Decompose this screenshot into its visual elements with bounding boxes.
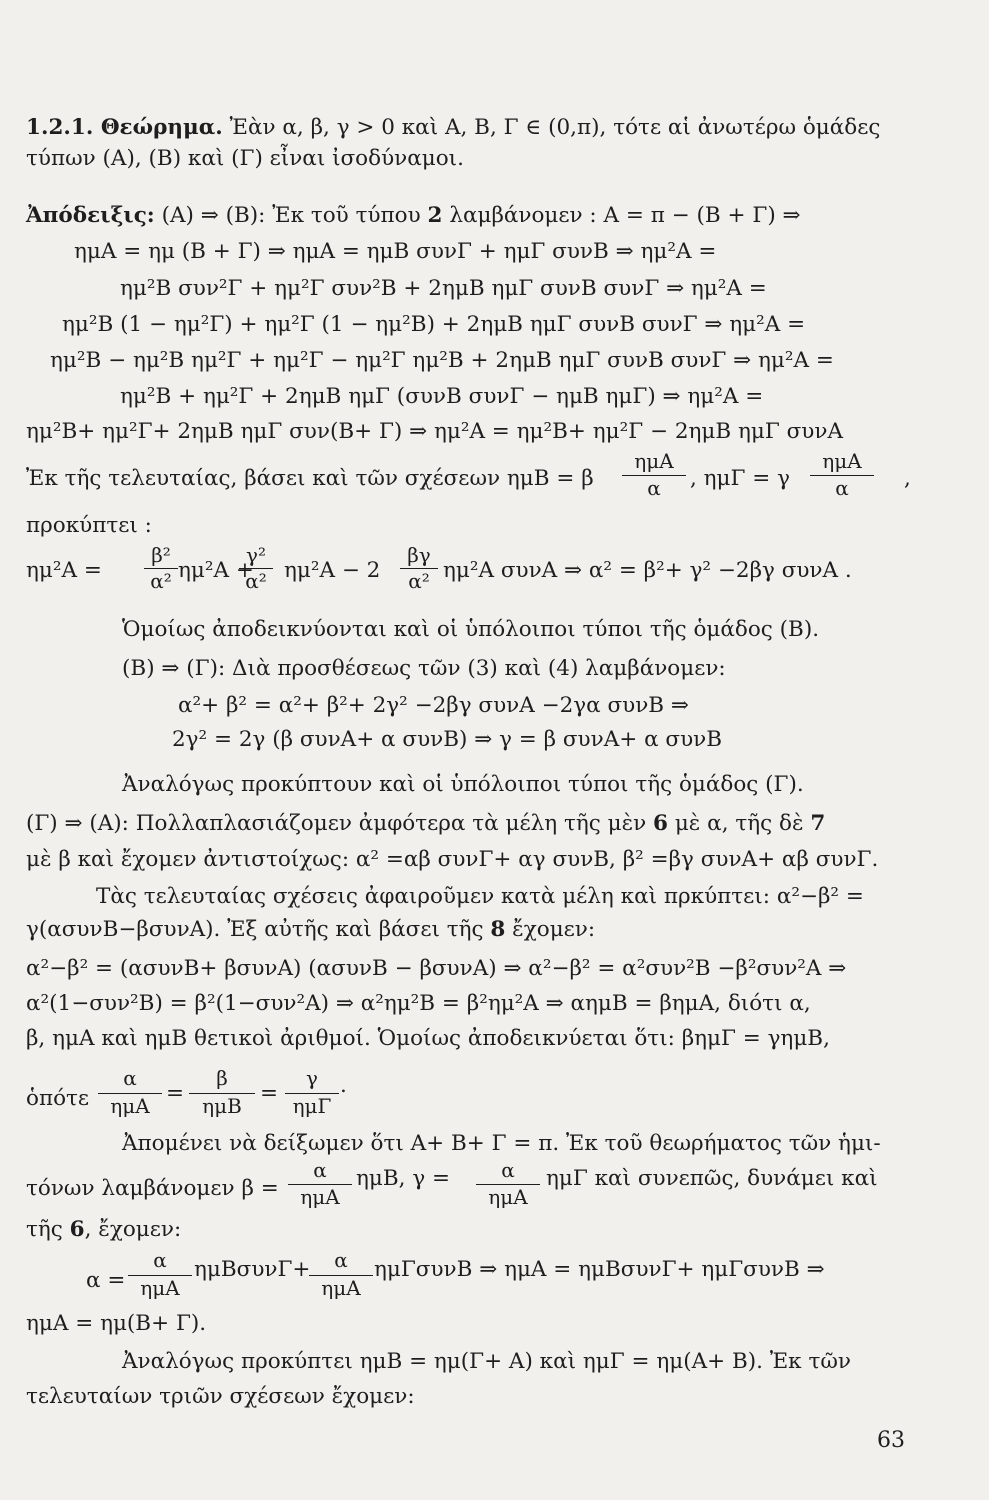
frac-den-hmA-7: ημΑ [309, 1275, 373, 1300]
similarly-line-1: Ὁμοίως ἀποδεικνύονται καὶ οἱ ὑπόλοιποι τύποι τῆς ὁμάδος (Β). [122, 617, 820, 642]
frac-num-a-3: α [123, 1066, 137, 1090]
relations-line-c: , [904, 466, 911, 491]
frac-den-a-2: α [810, 475, 874, 500]
frac-num-hmA-1: ημΑ [634, 449, 674, 473]
proof-line-1: Ἀπόδειξις: (Α) ⇒ (Β): Ἐκ τοῦ τύπου 2 λαμβάνομεν : Α = π − (Β + Γ) ⇒ [26, 203, 801, 228]
frac-den-a2-3: α² [400, 568, 438, 593]
period-1: . [340, 1073, 347, 1098]
equals-2: = [260, 1081, 279, 1106]
g-to-a-line-3: Τὰς τελευταίας σχέσεις ἀφαιροῦμεν κατὰ μέλη καὶ πρκύπτει: α²−β² = [96, 884, 864, 909]
proof-line-3: ημ²Β συν²Γ + ημ²Γ συν²Β + 2ημΒ ημΓ συνΒ συνΓ ⇒ ημ²Α = [120, 276, 767, 301]
frac-den-hmA-6: ημΑ [128, 1275, 192, 1300]
cosine-eq-b: ημ²Α + [178, 558, 254, 583]
similarly-line-2: Ἀναλόγως προκύπτουν καὶ οἱ ὑπόλοιποι τύποι τῆς ὁμάδος (Γ). [122, 772, 804, 797]
hence-word: ὁπότε [26, 1086, 90, 1111]
sine-sum-result: ημΑ = ημ(Β+ Γ). [26, 1311, 207, 1336]
cosine-eq-d: ημ²Α συνΑ ⇒ α² = β²+ γ² −2βγ συνΑ . [443, 558, 852, 583]
b-to-g-line: (Β) ⇒ (Γ): Διὰ προσθέσεως τῶν (3) καὶ (4) λαμβάνομεν: [122, 656, 726, 681]
g-to-a-line-7: β, ημΑ καὶ ημΒ θετικοὶ ἀριθμοί. Ὁμοίως ἀποδεικνύεται ὅτι: βημΓ = γημΒ, [26, 1026, 830, 1051]
g-to-a-line-2: μὲ β καὶ ἔχομεν ἀντιστοίχως: α² =αβ συνΓ+ αγ συνΒ, β² =βγ συνΑ+ αβ συνΓ. [26, 847, 879, 872]
theorem-line-2: τύπων (Α), (Β) καὶ (Γ) εἶναι ἰσοδύναμοι. [26, 146, 464, 171]
sum-eq-a: α = [86, 1268, 126, 1293]
frac-den-a-1: α [622, 475, 686, 500]
proof-line-2: ημΑ = ημ (Β + Γ) ⇒ ημΑ = ημΒ συνΓ + ημΓ συνΒ ⇒ ημ²Α = [74, 239, 717, 264]
frac-num-a-6: α [153, 1248, 167, 1272]
frac-num-a-7: α [334, 1248, 348, 1272]
frac-num-b-1: β [216, 1066, 228, 1090]
frac-den-a2-1: α² [144, 568, 178, 593]
theorem-line-1: 1.2.1. Θεώρημα. Ἐὰν α, β, γ > 0 καὶ Α, Β, Γ ∈ (0,π), τότε αἱ ἀνωτέρω ὁμάδες [26, 115, 881, 140]
of-6-line: τῆς 6, ἔχομεν: [26, 1217, 182, 1242]
frac-den-hmB-1: ημΒ [189, 1093, 255, 1118]
frac-num-g2: γ² [246, 543, 266, 567]
half-angle-b: ημΒ, γ = [356, 1166, 451, 1191]
cosine-eq-a: ημ²Α = [26, 558, 102, 583]
equals-1: = [166, 1081, 185, 1106]
g-to-a-line-5: α²−β² = (ασυνΒ+ βσυνΑ) (ασυνΒ − βσυνΑ) ⇒ α²−β² = α²συν²Β −β²συν²Α ⇒ [26, 956, 847, 981]
frac-num-a-4: α [313, 1158, 327, 1182]
g-to-a-line-1: (Γ) ⇒ (Α): Πολλαπλασιάζομεν ἀμφότερα τὰ μέλη τῆς μὲν 6 μὲ α, τῆς δὲ 7 [26, 811, 826, 836]
b-to-g-eq-1: α²+ β² = α²+ β²+ 2γ² −2βγ συνΑ −2γα συνΒ ⇒ [178, 693, 689, 718]
half-angle-c: ημΓ καὶ συνεπῶς, δυνάμει καὶ [546, 1166, 878, 1191]
frac-den-hmA-4: ημΑ [288, 1184, 352, 1209]
sum-eq-c: ημΓσυνΒ ⇒ ημΑ = ημΒσυνΓ+ ημΓσυνΒ ⇒ [374, 1257, 825, 1282]
frac-den-a2-2: α² [239, 568, 273, 593]
proof-line-6: ημ²Β + ημ²Γ + 2ημΒ ημΓ (συνΒ συνΓ − ημΒ ημΓ) ⇒ ημ²Α = [120, 384, 764, 409]
results-line: προκύπτει : [26, 513, 152, 538]
frac-num-hmA-2: ημΑ [822, 449, 862, 473]
frac-den-hmG-1: ημΓ [285, 1093, 339, 1118]
g-to-a-line-4: γ(ασυνΒ−βσυνΑ). Ἐξ αὐτῆς καὶ βάσει τῆς 8 ἔχομεν: [26, 917, 596, 942]
page-number: 63 [877, 1428, 905, 1453]
frac-num-g-1: γ [306, 1066, 318, 1090]
frac-den-hmA-5: ημΑ [476, 1184, 540, 1209]
half-angle-a: τόνων λαμβάνομεν β = [26, 1176, 279, 1201]
b-to-g-eq-2: 2γ² = 2γ (β συνΑ+ α συνΒ) ⇒ γ = β συνΑ+ α συνΒ [172, 727, 723, 752]
last-three-line: τελευταίων τριῶν σχέσεων ἔχομεν: [26, 1384, 415, 1409]
frac-den-hmA-3: ημΑ [98, 1093, 162, 1118]
frac-num-a-5: α [501, 1158, 515, 1182]
g-to-a-line-6: α²(1−συν²Β) = β²(1−συν²Α) ⇒ α²ημ²Β = β²ημ²Α ⇒ αημΒ = βημΑ, διότι α, [26, 991, 811, 1016]
analogous-line: Ἀναλόγως προκύπτει ημΒ = ημ(Γ+ Α) καὶ ημΓ = ημ(Α+ Β). Ἐκ τῶν [122, 1349, 851, 1374]
proof-line-4: ημ²Β (1 − ημ²Γ) + ημ²Γ (1 − ημ²Β) + 2ημΒ ημΓ συνΒ συνΓ ⇒ ημ²Α = [62, 312, 806, 337]
relations-line: Ἐκ τῆς τελευταίας, βάσει καὶ τῶν σχέσεων ημΒ = β [26, 466, 594, 491]
relations-line-b: , ημΓ = γ [690, 466, 790, 491]
proof-line-5: ημ²Β − ημ²Β ημ²Γ + ημ²Γ − ημ²Γ ημ²Β + 2ημΒ ημΓ συνΒ συνΓ ⇒ ημ²Α = [50, 348, 834, 373]
sum-eq-b: ημΒσυνΓ+ [194, 1257, 311, 1282]
cosine-eq-c: ημ²Α − 2 [284, 558, 381, 583]
remains-line: Ἀπομένει νὰ δείξωμεν ὅτι Α+ Β+ Γ = π. Ἐκ τοῦ θεωρήματος τῶν ἡμι- [122, 1131, 881, 1156]
frac-num-bg: βγ [407, 543, 431, 567]
proof-line-7: ημ²Β+ ημ²Γ+ 2ημΒ ημΓ συν(Β+ Γ) ⇒ ημ²Α = ημ²Β+ ημ²Γ − 2ημΒ ημΓ συνΑ [26, 419, 843, 444]
frac-num-b2: β² [151, 543, 171, 567]
